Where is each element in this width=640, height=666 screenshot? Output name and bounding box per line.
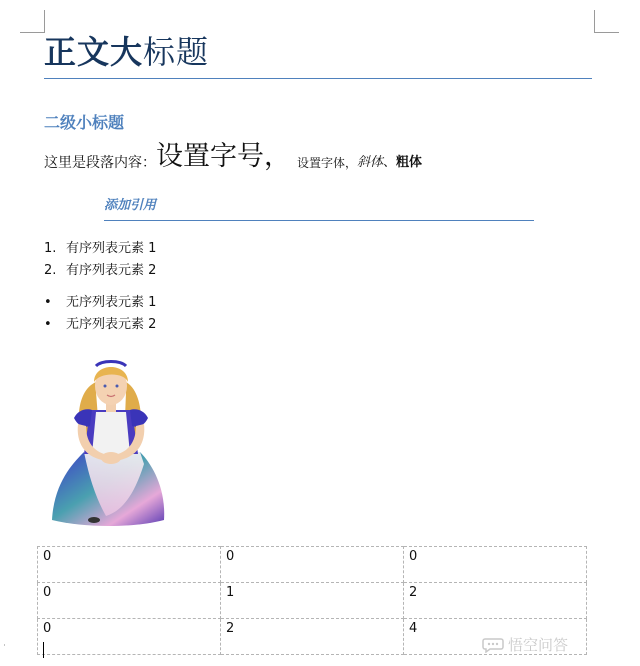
alice-illustration[interactable] [44, 352, 172, 528]
table-cell[interactable]: 2 [404, 583, 587, 619]
title-normal-part: 标题 [143, 33, 210, 71]
paragraph[interactable] [44, 138, 604, 174]
table-cell[interactable]: 2 [221, 619, 404, 655]
heading-2[interactable]: 二级小标题 [44, 113, 125, 132]
table-row [38, 583, 587, 619]
table-cell[interactable]: 0 [38, 547, 221, 583]
list-item[interactable] [44, 292, 156, 314]
list-item-text: 有序列表元素 2 [66, 263, 157, 278]
list-item[interactable] [44, 238, 156, 260]
unordered-list [44, 292, 156, 336]
table-row [38, 547, 587, 583]
table-cell[interactable]: 0 [404, 547, 587, 583]
paragraph-intro: 这里是段落内容： [44, 155, 156, 171]
watermark [482, 634, 568, 655]
margin-marker: ˙ [2, 644, 7, 655]
ordered-list [44, 238, 156, 282]
title-bold-part: 正文大 [44, 33, 144, 71]
bullet-icon: • [44, 317, 52, 332]
table-cell[interactable]: 1 [221, 583, 404, 619]
crop-mark-top-right [594, 10, 619, 33]
bullet-icon: • [44, 295, 52, 310]
list-item[interactable] [44, 260, 156, 282]
list-item-text: 无序列表元素 1 [66, 295, 157, 310]
table-cell[interactable]: 0 [221, 547, 404, 583]
list-number: 2. [44, 263, 57, 278]
list-item[interactable] [44, 314, 156, 336]
block-quote[interactable]: 添加引用 [104, 194, 534, 221]
paragraph-large-text: 设置字号， [156, 141, 291, 172]
paragraph-font-sample: 设置字体， [297, 156, 358, 170]
paragraph-italic: 斜体 [357, 155, 384, 170]
list-number: 1. [44, 241, 57, 256]
watermark-text: 悟空问答 [508, 636, 569, 654]
table-cell[interactable]: 0 [38, 619, 221, 655]
chat-bubble-icon [482, 637, 504, 653]
table-cell[interactable]: 0 [38, 583, 221, 619]
document-title[interactable] [44, 32, 592, 79]
list-item-text: 无序列表元素 2 [66, 317, 157, 332]
table-cell[interactable]: 4 [404, 619, 587, 655]
girl-image [44, 352, 172, 528]
paragraph-bold: 粗体 [396, 155, 423, 170]
text-cursor [43, 642, 44, 658]
paragraph-separator: 、 [383, 155, 397, 170]
crop-mark-top-left [20, 10, 45, 33]
list-item-text: 有序列表元素 1 [66, 241, 157, 256]
